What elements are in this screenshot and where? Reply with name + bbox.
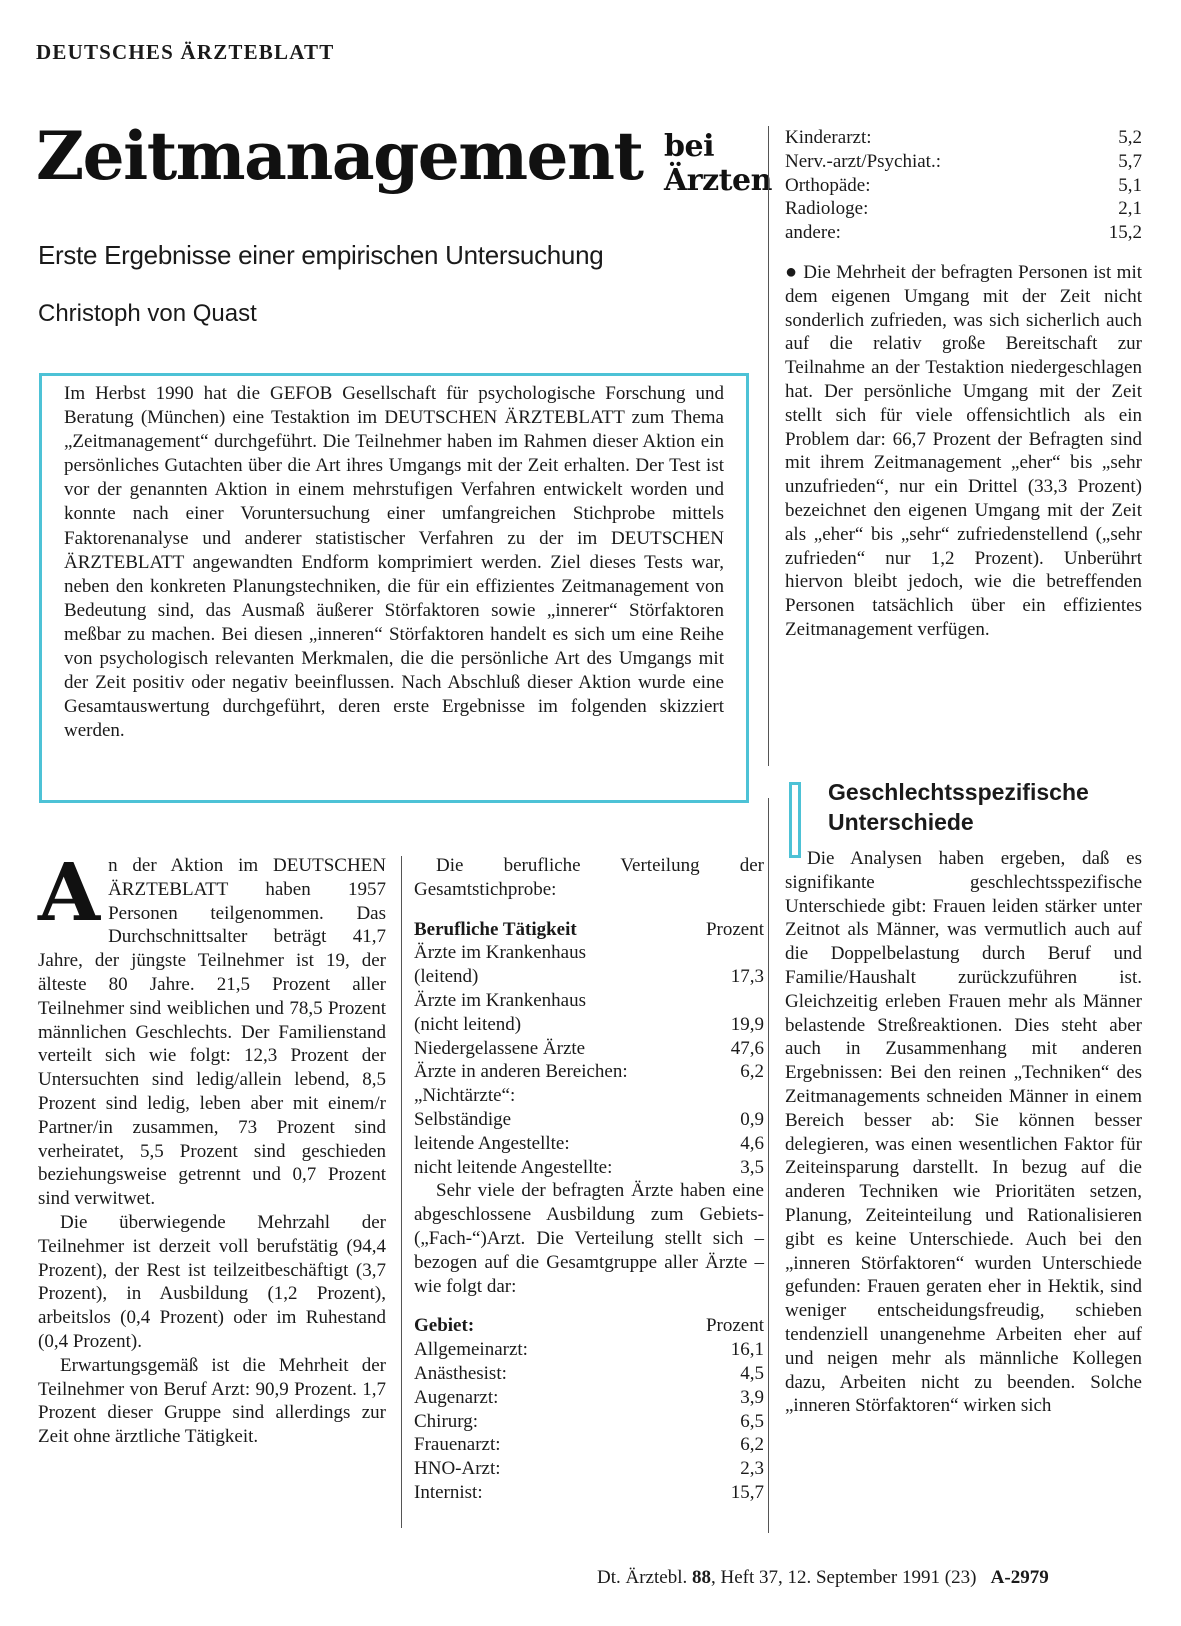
- section-heading-line1: Geschlechtsspezifische: [828, 779, 1089, 805]
- table-cell-value: 6,5: [740, 1410, 764, 1432]
- table-cell-label: Ärzte im Krankenhaus: [414, 942, 586, 964]
- table-row: [414, 1132, 764, 1156]
- paragraph: Die Analysen haben ergeben, daß es signifikante geschlechtsspezifische Unterschiede gibt: Frauen leiden stärker unter Zeitnot als Männer, was vermutlich auch auf die Doppelbelastung durch Beruf und Familie/Haushalt zurückzuführen ist. Gleichzeitig erleben Frauen mehr als Männer belastende Streßreaktionen. Dies steht aber auch in Zusammenhang mit anderen Ergebnissen: Bei den reinen „Techniken“ des Zeitmanagements schneiden Männer in einem Bereich besser ab: Sie können besser delegieren, was einen wesentlichen Faktor für Zeiteinsparung darstellt. In bezug auf die anderen Techniken wie Prioritäten setzen, Planung, Zeiteinteilung und Rationalisieren gibt es keine Unterschiede. Auch bei den „inneren Störfaktoren“ wurden Unterschiede gefunden: Frauen geraten eher in Hektik, sind weniger entscheidungsfreudig, schieben tendenziell unangenehme Arbeiten eher auf und neigen mehr als männliche Kollegen dazu, Arbeiten nicht zu beenden. Solche „inneren Störfaktoren“ wirken sich: [785, 848, 1142, 1417]
- masthead: DEUTSCHES ÄRZTEBLATT: [36, 40, 335, 64]
- table-cell-label: Ärzte in anderen Bereichen:: [414, 1061, 628, 1083]
- author-name: Christoph von Quast: [38, 300, 257, 327]
- article-title: Zeitmanagement: [36, 117, 643, 195]
- abstract-text: Im Herbst 1990 hat die GEFOB Gesellschaft für psychologische Forschung und Beratung (München) eine Testaktion im DEUTSCHEN ÄRZTEBLATT zum Thema „Zeitmanagement“ durchgeführt. Die Teilnehmer haben im Rahmen dieser Aktion ein persönliches Gutachten über die Art ihres Umgangs mit der Zeit erhalten. Der Test ist vor der genannten Aktion in einem mehrstufigen Verfahren entwickelt worden und konnte nach einer Voruntersuchung einer umfangreichen Stichprobe mittels Faktorenanalyse und anderer statistischer Verfahren zu der im DEUTSCHEN ÄRZTEBLATT angewandten Endform komprimiert werden. Ziel dieses Tests war, neben den konkreten Planungstechniken, die für ein effizientes Zeitmanagement von Bedeutung sind, das Ausmaß äußerer Störfaktoren sowie „innerer“ Störfaktoren meßbar zu machen. Bei diesen „inneren“ Störfaktoren handelt es sich um eine Reihe von psychologisch relevanten Merkmalen, die die persönliche Art des Umgangs mit der Zeit positiv oder negativ beeinflussen. Nach Abschluß dieser Aktion wurde eine Gesamtauswertung durchgeführt, deren erste Ergebnisse im folgenden skizziert werden.: [64, 383, 724, 742]
- bullet-icon: ●: [785, 260, 798, 283]
- table-cell-value: 6,2: [740, 1061, 764, 1083]
- table-cell-label: Anästhesist:: [414, 1362, 507, 1384]
- occupation-table: [414, 941, 764, 1179]
- table-row: [785, 174, 1142, 198]
- table-cell-value: 3,5: [740, 1156, 764, 1178]
- table-header-unit: Prozent: [705, 918, 764, 940]
- table-row: [414, 1362, 764, 1386]
- footer-journal: Dt. Ärztebl.: [597, 1567, 688, 1588]
- table-cell-label: Allgemeinarzt:: [414, 1339, 528, 1361]
- table-cell-value: 2,1: [1118, 198, 1142, 220]
- abstract-box: [39, 373, 749, 803]
- footer-page-number: A-2979: [990, 1567, 1049, 1588]
- table-cell-label: (nicht leitend): [414, 1013, 522, 1035]
- table-cell-label: Chirurg:: [414, 1410, 479, 1432]
- table-row: [414, 1338, 764, 1362]
- table-cell-value: 0,9: [740, 1108, 764, 1130]
- table-cell-label: Augenarzt:: [414, 1386, 499, 1408]
- table-header-unit: Prozent: [705, 1315, 764, 1337]
- table-cell-value: 5,2: [1118, 127, 1142, 148]
- table-cell-value: 5,7: [1118, 150, 1142, 172]
- table-cell-value: 15,2: [1108, 222, 1142, 244]
- table-header: [414, 1314, 764, 1338]
- article-title-suffix: [664, 130, 772, 198]
- table-cell-value: 6,2: [740, 1434, 764, 1456]
- title-suffix-line2: Ärzten: [664, 163, 772, 198]
- paragraph: Die überwiegende Mehrzahl der Teilnehmer ist derzeit voll berufstätig (94,4 Prozent), der Rest ist teilzeitbeschäftigt (3,7 Prozent), in Ausbildung (1,2 Prozent), arbeitslos (0,4 Prozent) oder im Ruhestand (0,4 Prozent).: [38, 1211, 386, 1352]
- article-subtitle: Erste Ergebnisse einer empirischen Untersuchung: [38, 240, 604, 270]
- paragraph: [38, 845, 386, 1211]
- table-cell-value: 16,1: [730, 1339, 764, 1361]
- table-header-label: Berufliche Tätigkeit: [414, 918, 577, 940]
- table-row: [414, 1433, 764, 1457]
- table-cell-label: Selbständige: [414, 1108, 512, 1130]
- section-heading-line2: Unterschiede: [828, 809, 974, 835]
- table-cell-value: 17,3: [730, 966, 764, 988]
- table-row: [414, 1037, 764, 1061]
- specialty-table: [414, 1338, 764, 1505]
- table-cell-value: 4,5: [740, 1362, 764, 1384]
- table-row: [414, 1386, 764, 1410]
- table-cell-label: Internist:: [414, 1481, 483, 1503]
- table-cell-label: nicht leitende Angestellte:: [414, 1156, 613, 1178]
- table-row: [785, 197, 1142, 221]
- table-cell-label: andere:: [785, 222, 841, 244]
- table-row: [414, 1156, 764, 1180]
- column-divider-left: [401, 856, 402, 1528]
- body-column-3-lower: [785, 847, 1142, 1418]
- table-cell-value: 15,7: [730, 1481, 764, 1503]
- table-row: [414, 1457, 764, 1481]
- table-cell-label: Radiologe:: [785, 198, 869, 220]
- table-header-label: Gebiet:: [414, 1315, 475, 1337]
- title-suffix-line1: bei: [664, 129, 714, 164]
- table-row: [414, 1481, 764, 1505]
- paragraph: Die berufliche Verteilung der Gesamtstichprobe:: [414, 855, 764, 900]
- table-row: [414, 1108, 764, 1132]
- table-row: [414, 989, 764, 1013]
- section-heading: [828, 777, 1181, 837]
- table-row: [414, 1060, 764, 1084]
- table-row: [785, 126, 1142, 150]
- table-cell-label: Nerv.-arzt/Psychiat.:: [785, 150, 941, 172]
- table-cell-value: 19,9: [730, 1013, 764, 1035]
- table-cell-label: Ärzte im Krankenhaus: [414, 989, 586, 1011]
- paragraph-text: Die Mehrheit der befragten Personen ist mit dem eigenen Umgang mit der Zeit nicht sonderlich zufrieden, was sich sicherlich auch auf die relativ große Bereitschaft zur Teilnahme an der Testaktion niedergeschlagen hat. Der persönliche Umgang mit der Zeit stellt sich für viele offensichtlich als ein Problem dar: 66,7 Prozent der Befragten sind mit ihrem Zeitmanagement „eher“ bis „sehr unzufrieden“, nur ein Drittel (33,3 Prozent) bezeichnet den eigenen Umgang mit der Zeit als „eher“ bis „sehr“ zufriedenstellend („sehr zufrieden“ nur 1,2 Prozent). Unberührt hiervon bleibt jedoch, wie die betreffenden Personen tatsächlich über ein effizientes Zeitmanagement verfügen.: [785, 261, 1143, 640]
- body-column-2: [414, 854, 764, 1505]
- table-cell-value: 5,1: [1118, 174, 1142, 196]
- table-cell-value: 47,6: [730, 1037, 764, 1059]
- drop-cap: A: [38, 845, 101, 939]
- table-cell-label: HNO-Arzt:: [414, 1458, 501, 1480]
- body-column-1: [38, 845, 386, 1449]
- table-header: [414, 918, 764, 942]
- paragraph: Erwartungsgemäß ist die Mehrheit der Teilnehmer von Beruf Arzt: 90,9 Prozent. 1,7 Prozent dieser Gruppe sind allerdings zur Zeit ohne ärztliche Tätigkeit.: [38, 1354, 386, 1448]
- paragraph: Sehr viele der befragten Ärzte haben eine abgeschlossene Ausbildung zum Gebiets-(„Fach-“)Arzt. Die Verteilung stellt sich – bezogen auf die Gesamtgruppe aller Ärzte – wie folgt dar:: [414, 1180, 764, 1297]
- table-row: [414, 1410, 764, 1434]
- table-cell-label: Orthopäde:: [785, 174, 871, 196]
- table-cell-label: „Nichtärzte“:: [414, 1085, 516, 1107]
- column-divider-right: [768, 798, 769, 1533]
- table-row: [414, 965, 764, 989]
- table-cell-value: 2,3: [740, 1458, 764, 1480]
- table-row: [414, 1084, 764, 1108]
- table-cell-label: Niedergelassene Ärzte: [414, 1037, 586, 1059]
- table-cell-value: 4,6: [740, 1132, 764, 1154]
- page-footer: [597, 1567, 1049, 1589]
- paragraph: [785, 261, 1142, 642]
- footer-volume: 88: [691, 1567, 711, 1588]
- table-row: [414, 941, 764, 965]
- table-cell-value: 3,9: [740, 1386, 764, 1408]
- table-row: [785, 150, 1142, 174]
- table-row: [414, 1013, 764, 1037]
- body-column-3: [785, 126, 1142, 642]
- table-cell-label: Frauenarzt:: [414, 1434, 501, 1456]
- paragraph-text: n der Aktion im DEUTSCHEN ÄRZTEBLATT haben 1957 Personen teilgenommen. Das Durchschnittsalter beträgt 41,7 Jahre, der jüngste Teilnehmer ist 19, der älteste 80 Jahre. 21,5 Prozent aller Teilnehmer sind weiblichen und 78,5 Prozent männlichen Geschlechts. Der Familienstand verteilt sich wie folgt: 12,3 Prozent der Untersuchten sind ledig/allein lebend, 8,5 Prozent sind ledig, leben aber mit einem/r Partner/in zusammen, 73 Prozent sind verheiratet, 5,5 Prozent sind geschieden beziehungsweise getrennt und 0,7 Prozent sind verwitwet.: [38, 855, 386, 1210]
- table-cell-label: Kinderarzt:: [785, 127, 872, 148]
- table-cell-label: leitende Angestellte:: [414, 1132, 570, 1154]
- specialty-table-continued: [785, 126, 1142, 245]
- footer-issue-date: , Heft 37, 12. September 1991 (23): [710, 1567, 977, 1588]
- table-row: [785, 221, 1142, 245]
- table-cell-label: (leitend): [414, 966, 479, 988]
- column-divider-top: [768, 126, 769, 766]
